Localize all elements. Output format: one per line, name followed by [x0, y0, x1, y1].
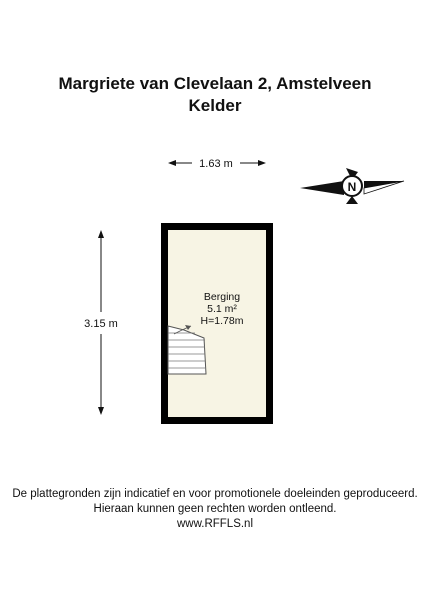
compass-north-label: N	[347, 180, 357, 194]
room-name: Berging	[203, 291, 241, 303]
width-label: 1.63 m	[199, 158, 233, 170]
height-label: 3.15 m	[84, 318, 118, 330]
arrow-left-icon	[168, 160, 176, 166]
width-dimension	[168, 158, 266, 170]
room-ceiling-height: H=1.78m	[200, 315, 244, 327]
disclaimer-line-1: De plattegronden zijn indicatief en voor promotionele doeleinden geproduceerd.	[12, 488, 418, 500]
disclaimer-line-2: Hieraan kunnen geen rechten worden ontleend.	[93, 503, 337, 515]
arrow-right-icon	[258, 160, 266, 166]
address-title: Margriete van Clevelaan 2, Amstelveen	[58, 74, 372, 93]
height-dimension	[84, 230, 118, 415]
website-link[interactable]: www.RFFLS.nl	[176, 518, 254, 530]
compass-icon	[300, 168, 404, 204]
arrow-down-icon	[98, 407, 104, 415]
arrow-up-icon	[98, 230, 104, 238]
room-area: 5.1 m²	[207, 303, 237, 315]
floor-title: Kelder	[188, 96, 242, 115]
